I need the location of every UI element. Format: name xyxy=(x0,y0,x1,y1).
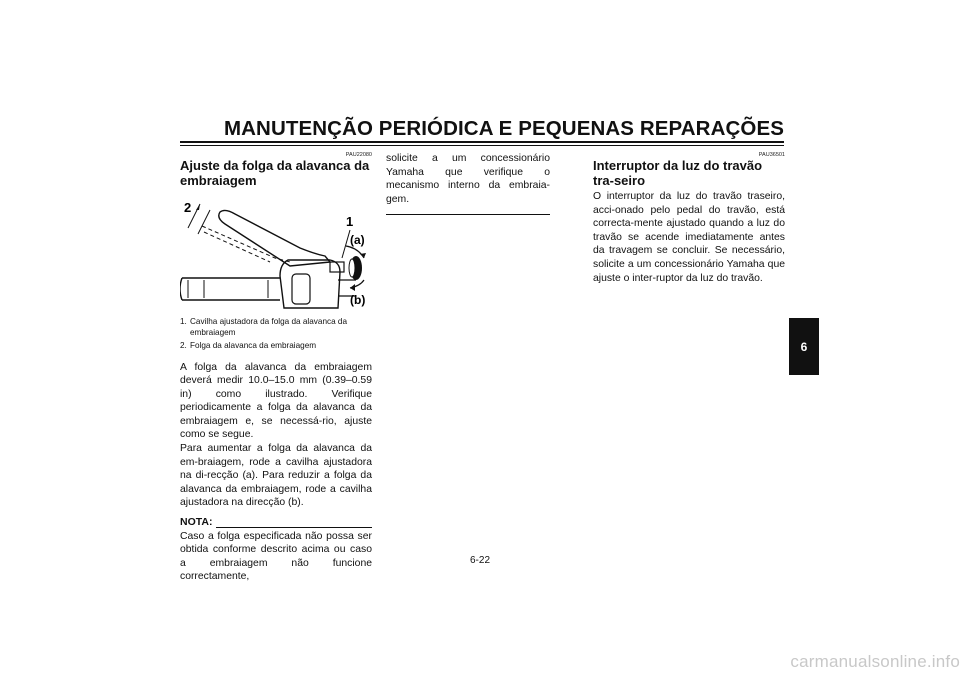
caption-item xyxy=(180,317,372,338)
column-left xyxy=(180,152,372,584)
figure-label-1: 1 xyxy=(346,214,354,229)
body-paragraph: A folga da alavanca da embraiagem deverá medir 10.0–15.0 mm (0.39–0.59 in) como ilustrado. Verifique periodicamente a folga da alavanca da embraiagem e, se necessá-rio, ajuste como se segue. xyxy=(180,361,372,441)
chapter-tab: 6 xyxy=(789,318,819,375)
caption-text: Folga da alavanca da embraiagem xyxy=(190,341,317,350)
header-rule-thick xyxy=(180,141,784,143)
page-header-title: MANUTENÇÃO PERIÓDICA E PEQUENAS REPARAÇÕES xyxy=(223,117,784,140)
note-header xyxy=(180,516,372,530)
note-label: NOTA: xyxy=(180,516,213,529)
figure-label-b: (b) xyxy=(350,293,366,307)
caption-number: 2. xyxy=(180,341,187,350)
column-right xyxy=(593,152,785,285)
page-number: 6-22 xyxy=(469,555,490,566)
caption-number: 1. xyxy=(180,317,187,326)
section-code: PAU36501 xyxy=(758,152,785,158)
note-text: Caso a folga especificada não possa ser obtida conforme descrito acima ou caso a embraiagem não funcione correctamente, xyxy=(180,530,372,583)
note-continuation: solicite a um concessionário Yamaha que verifique o mecanismo interno da embraia-gem. xyxy=(386,153,550,205)
section-heading-clutch: Ajuste da folga da alavanca da embraiagem xyxy=(180,158,370,188)
column-middle xyxy=(386,152,550,215)
section-heading-brake-switch: Interruptor da luz do travão tra-seiro xyxy=(593,158,763,188)
body-paragraph: Para aumentar a folga da alavanca da em-braiagem, rode a cavilha ajustadora na di-recção (a). Para reduzir a folga da alavanca da embraiagem, rode a cavilha ajustadora na direcção (b). xyxy=(180,443,372,509)
watermark: carmanualsonline.info xyxy=(790,652,960,671)
caption-item xyxy=(180,341,372,352)
note-rule xyxy=(216,527,372,528)
section-code: PAU22080 xyxy=(345,152,372,158)
caption-text: Cavilha ajustadora da folga da alavanca da embraiagem xyxy=(190,317,348,337)
header-rule-thin xyxy=(180,145,784,146)
figure-label-a: (a) xyxy=(350,233,365,247)
clutch-lever-illustration xyxy=(180,196,372,311)
body-paragraph: O interruptor da luz do travão traseiro, acci-onado pelo pedal do travão, está correcta-mente ajustado quando a luz do travão se acende imediatamente antes da travagem se concluir. Se necessário, solicite a um concessionário Yamaha que ajuste o inter-ruptor da luz do travão. xyxy=(593,191,785,284)
figure-captions xyxy=(180,317,372,352)
note-end-rule xyxy=(386,214,550,215)
figure-label-2: 2 xyxy=(184,200,192,215)
